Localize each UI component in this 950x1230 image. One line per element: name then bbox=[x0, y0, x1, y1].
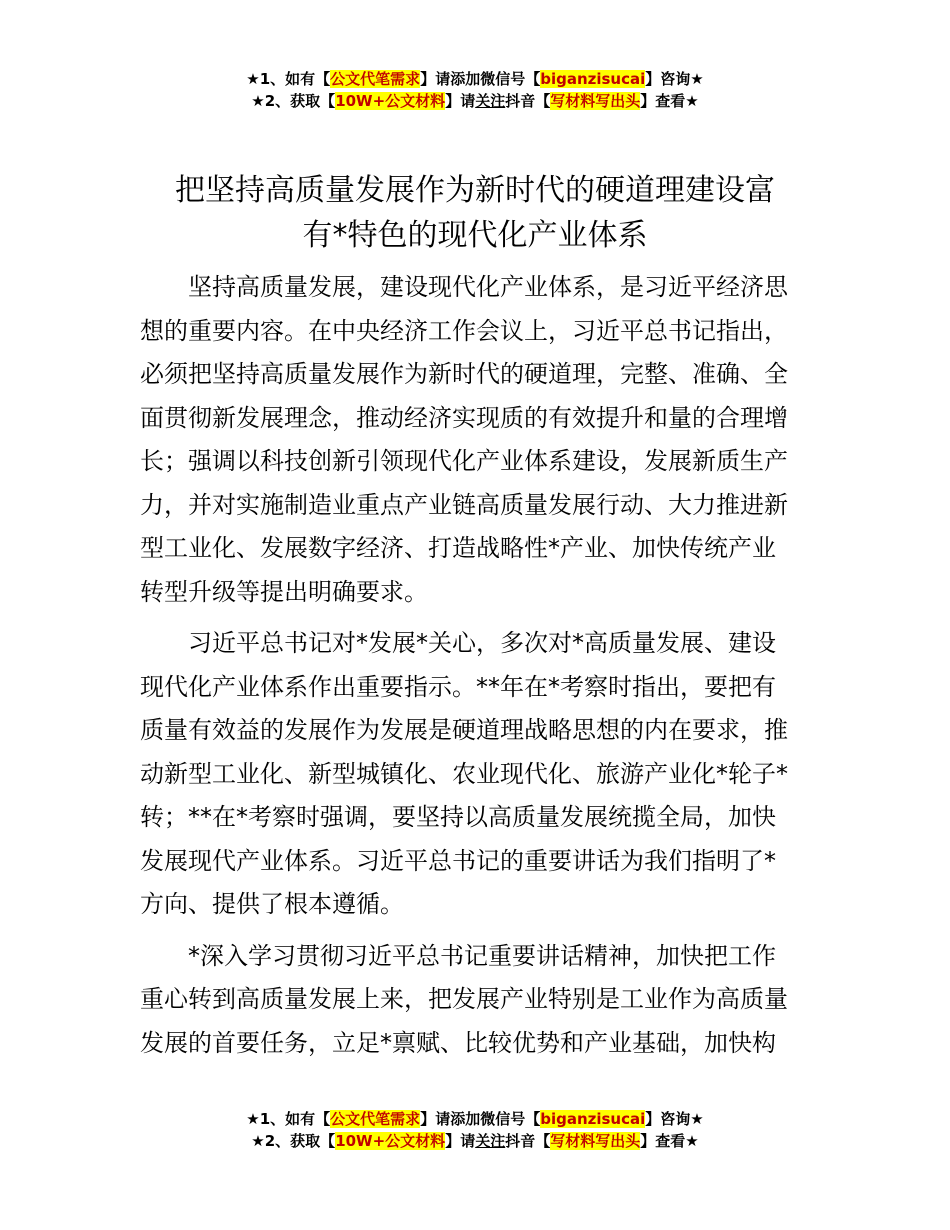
banner-highlight: 写材料写出头 bbox=[550, 1132, 641, 1150]
banner-highlight: 10W+公文材料 bbox=[335, 92, 446, 110]
banner-underlined: 关注 bbox=[475, 1132, 506, 1150]
paragraph-line: 长；强调以科技创新引领现代化产业体系建设，发展新质生产 bbox=[140, 447, 788, 475]
paragraph bbox=[140, 622, 812, 927]
paragraph-line: 发展现代产业体系。习近平总书记的重要讲话为我们指明了* bbox=[140, 846, 776, 875]
paragraph-line: 习近平总书记对*发展*关心，多次对*高质量发展、建设 bbox=[188, 629, 776, 657]
banner-highlight: biganzisucai bbox=[540, 1110, 646, 1128]
banner-highlight: biganzisucai bbox=[540, 70, 646, 88]
paragraph-line: 质量有效益的发展作为发展是硬道理战略思想的内在要求，推 bbox=[140, 716, 788, 744]
paragraph-line: 动新型工业化、新型城镇化、农业现代化、旅游产业化*轮子* bbox=[140, 759, 788, 788]
paragraph-line: 现代化产业体系作出重要指示。**年在*考察时指出，要把有 bbox=[140, 672, 776, 701]
paragraph-line: 方向、提供了根本遵循。 bbox=[140, 890, 404, 918]
title-line-2: 有*特色的现代化产业体系 bbox=[302, 218, 648, 253]
document-body bbox=[140, 266, 812, 1073]
header-banner bbox=[0, 68, 950, 112]
banner-line-1: ★1、如有【公文代笔需求】请添加微信号【biganzisucai】咨询★ bbox=[246, 70, 704, 88]
paragraph bbox=[140, 266, 812, 614]
paragraph-line: 面贯彻新发展理念，推动经济实现质的有效提升和量的合理增 bbox=[140, 403, 788, 432]
banner-highlight: 10W+公文材料 bbox=[335, 1132, 446, 1150]
paragraph-line: 想的重要内容。在中央经济工作会议上，习近平总书记指出， bbox=[140, 316, 788, 345]
banner-line-1: ★1、如有【公文代笔需求】请添加微信号【biganzisucai】咨询★ bbox=[246, 1110, 704, 1128]
title-line-1: 把坚持高质量发展作为新时代的硬道理建设富 bbox=[175, 173, 775, 208]
footer-banner bbox=[0, 1108, 950, 1152]
paragraph-line: 发展的首要任务，立足*禀赋、比较优势和产业基础，加快构 bbox=[140, 1028, 776, 1057]
paragraph-line: 转；**在*考察时强调，要坚持以高质量发展统揽全局，加快 bbox=[140, 803, 776, 831]
banner-highlight: 写材料写出头 bbox=[550, 92, 641, 110]
banner-underlined: 关注 bbox=[475, 92, 506, 110]
banner-highlight: 公文代笔需求 bbox=[330, 70, 421, 88]
paragraph-line: 坚持高质量发展，建设现代化产业体系，是习近平经济思 bbox=[188, 273, 788, 301]
paragraph-line: 力，并对实施制造业重点产业链高质量发展行动、大力推进新 bbox=[140, 490, 788, 519]
paragraph bbox=[140, 935, 812, 1066]
banner-line-2: ★2、获取【10W+公文材料】请关注抖音【写材料写出头】查看★ bbox=[251, 92, 699, 110]
paragraph-line: 型工业化、发展数字经济、打造战略性*产业、加快传统产业 bbox=[140, 534, 776, 562]
banner-highlight: 公文代笔需求 bbox=[330, 1110, 421, 1128]
paragraph-line: 重心转到高质量发展上来，把发展产业特别是工业作为高质量 bbox=[140, 985, 788, 1013]
paragraph-line: *深入学习贯彻习近平总书记重要讲话精神，加快把工作 bbox=[188, 941, 776, 970]
document-title bbox=[110, 168, 840, 258]
paragraph-line: 必须把坚持高质量发展作为新时代的硬道理，完整、准确、全 bbox=[140, 360, 788, 388]
paragraph-line: 转型升级等提出明确要求。 bbox=[140, 577, 428, 606]
banner-line-2: ★2、获取【10W+公文材料】请关注抖音【写材料写出头】查看★ bbox=[251, 1132, 699, 1150]
